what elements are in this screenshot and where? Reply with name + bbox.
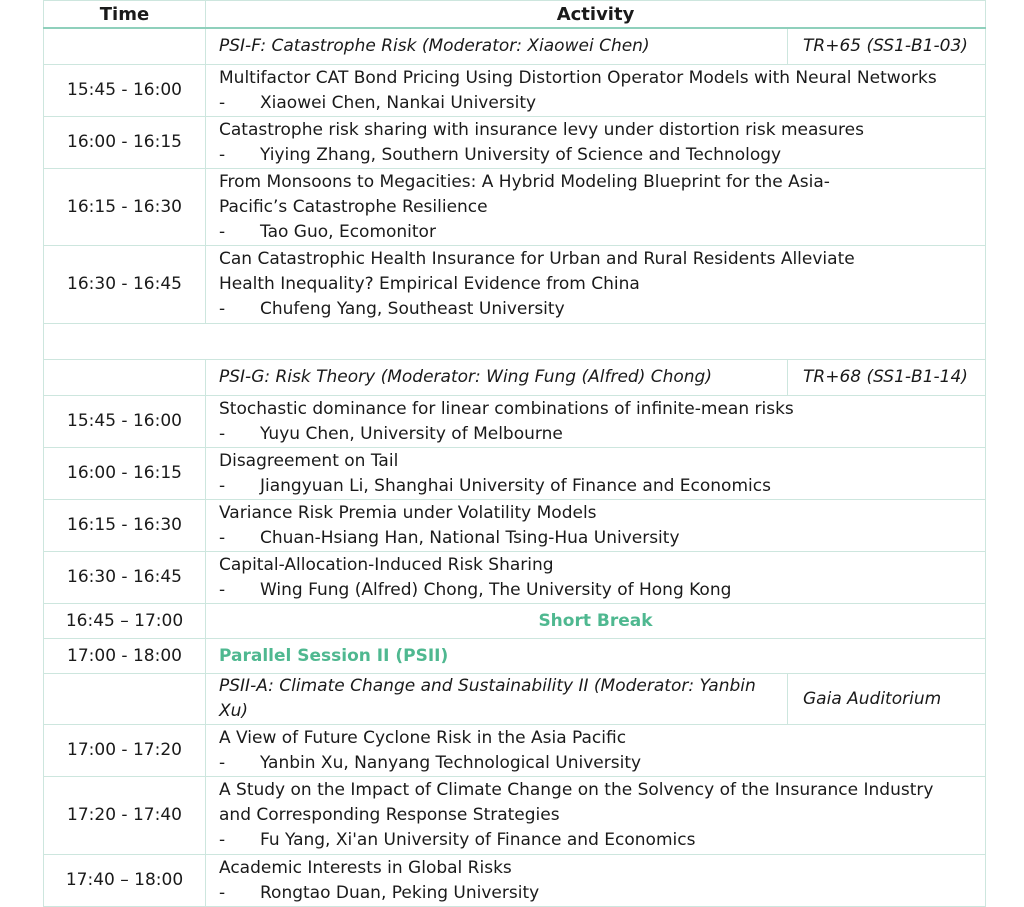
header-row [44, 1, 986, 29]
session-row [44, 360, 986, 396]
talk-row [44, 246, 986, 324]
talk-time: 17:20 - 17:40 [44, 777, 206, 855]
talk-title: Disagreement on Tail [219, 450, 399, 471]
session-title: PSII-A: Climate Change and Sustainability II (Moderator: Yanbin Xu) [206, 674, 788, 725]
talk-author: Rongtao Duan, Peking University [260, 882, 540, 903]
talk-author: Wing Fung (Alfred) Chong, The University of Hong Kong [260, 579, 732, 600]
talk-time: 17:40 – 18:00 [44, 855, 206, 907]
session-room: TR+68 (SS1-B1-14) [788, 360, 986, 396]
dash-bullet: - [219, 579, 226, 600]
talk-title: A View of Future Cyclone Risk in the Asia Pacific [219, 727, 627, 748]
talk-time: 15:45 - 16:00 [44, 65, 206, 117]
session-row [44, 674, 986, 725]
talk-author: Chufeng Yang, Southeast University [260, 299, 565, 319]
talk-time: 16:00 - 16:15 [44, 117, 206, 169]
talk-title: Multifactor CAT Bond Pricing Using Distortion Operator Models with Neural Networks [219, 67, 937, 88]
dash-bullet: - [219, 527, 226, 548]
talk-row [44, 448, 986, 500]
talk-row [44, 500, 986, 552]
parallel-time: 17:00 - 18:00 [44, 639, 206, 674]
talk-row [44, 552, 986, 604]
talk-author: Yuyu Chen, University of Melbourne [260, 423, 563, 444]
talk-row [44, 396, 986, 448]
dash-bullet: - [219, 299, 226, 319]
talk-row [44, 855, 986, 907]
dash-bullet: - [219, 144, 226, 165]
talk-author: Tao Guo, Ecomonitor [260, 221, 436, 242]
talk-author: Jiangyuan Li, Shanghai University of Finance and Economics [260, 475, 771, 496]
break-time: 16:45 – 17:00 [44, 604, 206, 639]
talk-author: Yiying Zhang, Southern University of Science and Technology [260, 144, 782, 165]
time-header: Time [44, 1, 206, 29]
talk-title: Academic Interests in Global Risks [219, 857, 512, 878]
talk-title: Catastrophe risk sharing with insurance levy under distortion risk measures [219, 119, 864, 140]
talk-author: Fu Yang, Xi'an University of Finance and Economics [260, 830, 696, 850]
talk-time: 16:30 - 16:45 [44, 246, 206, 324]
break-label: Short Break [206, 604, 986, 639]
dash-bullet: - [219, 475, 226, 496]
talk-row [44, 65, 986, 117]
dash-bullet: - [219, 221, 226, 242]
talk-title: Can Catastrophic Health Insurance for Urban and Rural Residents Alleviate Health Inequality? Empirical Evidence from China [219, 249, 855, 294]
talk-time: 16:15 - 16:30 [44, 169, 206, 246]
session-room: TR+65 (SS1-B1-03) [788, 28, 986, 65]
talk-title: Variance Risk Premia under Volatility Models [219, 502, 597, 523]
talk-row [44, 117, 986, 169]
talk-time: 16:30 - 16:45 [44, 552, 206, 604]
session-row [44, 28, 986, 65]
dash-bullet: - [219, 752, 226, 773]
dash-bullet: - [219, 830, 226, 850]
talk-time: 16:00 - 16:15 [44, 448, 206, 500]
schedule-table [43, 0, 986, 907]
talk-time: 17:00 - 17:20 [44, 725, 206, 777]
activity-header: Activity [206, 1, 986, 29]
talk-title: Stochastic dominance for linear combinations of infinite-mean risks [219, 398, 794, 419]
talk-author: Chuan-Hsiang Han, National Tsing-Hua University [260, 527, 680, 548]
talk-time: 16:15 - 16:30 [44, 500, 206, 552]
talk-title: From Monsoons to Megacities: A Hybrid Modeling Blueprint for the Asia-Pacific’s Catastrophe Resilience [219, 171, 830, 217]
spacer-row [44, 324, 986, 360]
dash-bullet: - [219, 423, 226, 444]
talk-row [44, 777, 986, 855]
talk-title: Capital-Allocation-Induced Risk Sharing [219, 554, 554, 575]
break-row [44, 604, 986, 639]
parallel-row [44, 639, 986, 674]
talk-row [44, 169, 986, 246]
session-title: PSI-G: Risk Theory (Moderator: Wing Fung (Alfred) Chong) [206, 360, 788, 396]
talk-row [44, 725, 986, 777]
dash-bullet: - [219, 92, 226, 113]
talk-author: Xiaowei Chen, Nankai University [260, 92, 537, 113]
parallel-label: Parallel Session II (PSII) [206, 639, 986, 674]
talk-time: 15:45 - 16:00 [44, 396, 206, 448]
talk-author: Yanbin Xu, Nanyang Technological University [260, 752, 642, 773]
session-title: PSI-F: Catastrophe Risk (Moderator: Xiaowei Chen) [206, 28, 788, 65]
talk-title: A Study on the Impact of Climate Change on the Solvency of the Insurance Industry and Corresponding Response Strategies [219, 780, 934, 825]
session-room: Gaia Auditorium [788, 674, 986, 725]
dash-bullet: - [219, 882, 226, 903]
